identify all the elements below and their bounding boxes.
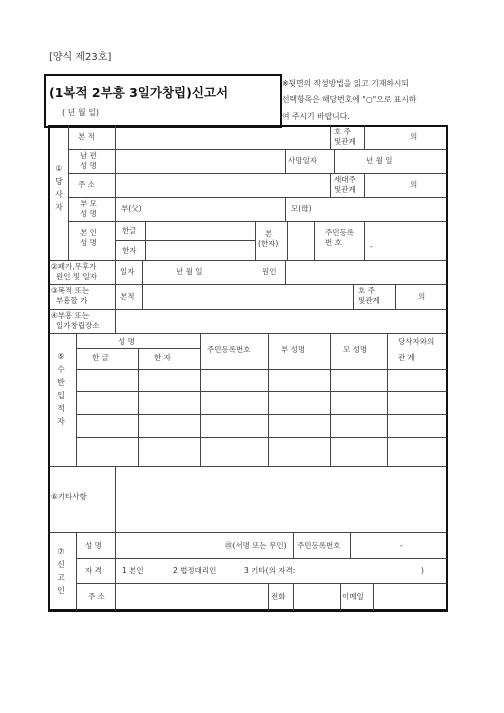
section-3-label-1: ③복적 또는: [51, 286, 90, 295]
section-6-label: ⑥기타사항: [51, 492, 87, 501]
s3-bonjeok-label: 본적: [120, 292, 135, 301]
death-date-format: 년 월 일: [366, 156, 393, 165]
self-name-label-1: 본 인: [80, 228, 97, 237]
self-name-label-2: 성 명: [80, 238, 97, 247]
section-2-label-2: 원인 및 일자: [56, 272, 97, 281]
form-title: (1복적 2부흥 3일가창립)신고서: [49, 85, 229, 100]
instruction-line-2: 선택항목은 해당번호에 "○"으로 표시하: [282, 95, 417, 104]
s7-phone-label: 전화: [271, 592, 286, 601]
section-4-label-2: 일가창립장소: [56, 321, 100, 330]
s5-rrn-header: 주민등록번호: [207, 345, 251, 354]
s2-ilja-label: 일자: [120, 267, 135, 276]
section-3-label-2: 부흥할 가: [56, 296, 88, 305]
husband-name-label-1: 남 편: [80, 151, 97, 160]
s5-hangul-header: 한 글: [92, 353, 109, 362]
self-hangul-label: 한글: [122, 226, 137, 235]
bon-hanja-label: (한자): [258, 239, 279, 248]
s5-relation-header-2: 관 계: [398, 353, 415, 362]
bonjeok-label: 본 적: [78, 132, 95, 141]
s7-option-self[interactable]: 1 본인: [122, 566, 144, 575]
hoju-label-1: 호 주: [334, 127, 351, 136]
s7-rrn-label: 주민등록번호: [297, 541, 341, 550]
s5-hanja-header: 한 자: [154, 353, 171, 362]
s3-hoju-label-2: 및관계: [358, 296, 380, 305]
section-2-label-1: ②폐가,무후가: [51, 262, 97, 271]
rrn-label-1: 주민등록: [325, 228, 354, 237]
s7-sign-label: ㊞(서명 또는 무인): [225, 541, 287, 550]
s7-rrn-dash: -: [400, 541, 403, 550]
s7-option-legal-rep[interactable]: 2 법정대리인: [173, 566, 217, 575]
self-hanja-label: 한자: [122, 246, 137, 255]
section-1-label: ① 당 사 자: [55, 164, 63, 212]
s7-name-label: 성 명: [85, 541, 102, 550]
s7-option-close: ): [421, 566, 424, 575]
s7-email-label: 이메일: [342, 592, 364, 601]
s3-wi: 의: [418, 292, 426, 301]
householder-label-2: 및관계: [334, 185, 356, 194]
section-4-label-1: ④부흥 또는: [51, 311, 90, 320]
s7-address-label: 주 소: [88, 592, 105, 601]
householder-wi: 의: [410, 180, 418, 189]
s5-mother-header: 모 성명: [343, 345, 368, 354]
hoju-label-2: 및관계: [334, 137, 356, 146]
death-date-label: 사망일자: [288, 156, 317, 165]
rrn-label-2: 번 호: [325, 238, 342, 247]
rrn-dash: -: [370, 242, 373, 251]
instruction-line-3: 여 주시기 바랍니다.: [282, 112, 350, 121]
householder-label-1: 세대주: [334, 175, 356, 184]
husband-name-label-2: 성 명: [80, 161, 97, 170]
address-label: 주 소: [78, 180, 95, 189]
mother-label: 모(母): [291, 204, 312, 213]
hoju-wi: 의: [410, 132, 418, 141]
section-5-label: ⑤ 수 반 입 적 자: [57, 352, 65, 426]
parents-label-2: 성 명: [80, 209, 97, 218]
s2-cause-label: 원인: [262, 267, 277, 276]
s7-qual-label: 자 격: [85, 566, 102, 575]
parents-label-1: 부 모: [80, 199, 97, 208]
s5-father-header: 부 성명: [281, 345, 306, 354]
form-number: [양식 제23호]: [49, 52, 112, 63]
instruction-line-1: ※뒷면의 작성방법을 읽고 기재하시되: [282, 79, 409, 88]
s7-option-other[interactable]: 3 기타(의 자격:: [244, 566, 296, 575]
s3-hoju-label-1: 호 주: [358, 286, 375, 295]
title-box: [44, 74, 282, 128]
s5-relation-header-1: 당사자와의: [398, 337, 435, 346]
s5-name-header: 성 명: [118, 337, 135, 346]
bon-label: 본: [265, 229, 273, 238]
father-label: 부(父): [121, 204, 142, 213]
title-date: ( 년 월 일): [62, 108, 100, 117]
section-7-label: ⑦ 신 고 인: [57, 547, 65, 595]
s2-date-format: 년 월 일: [176, 267, 203, 276]
